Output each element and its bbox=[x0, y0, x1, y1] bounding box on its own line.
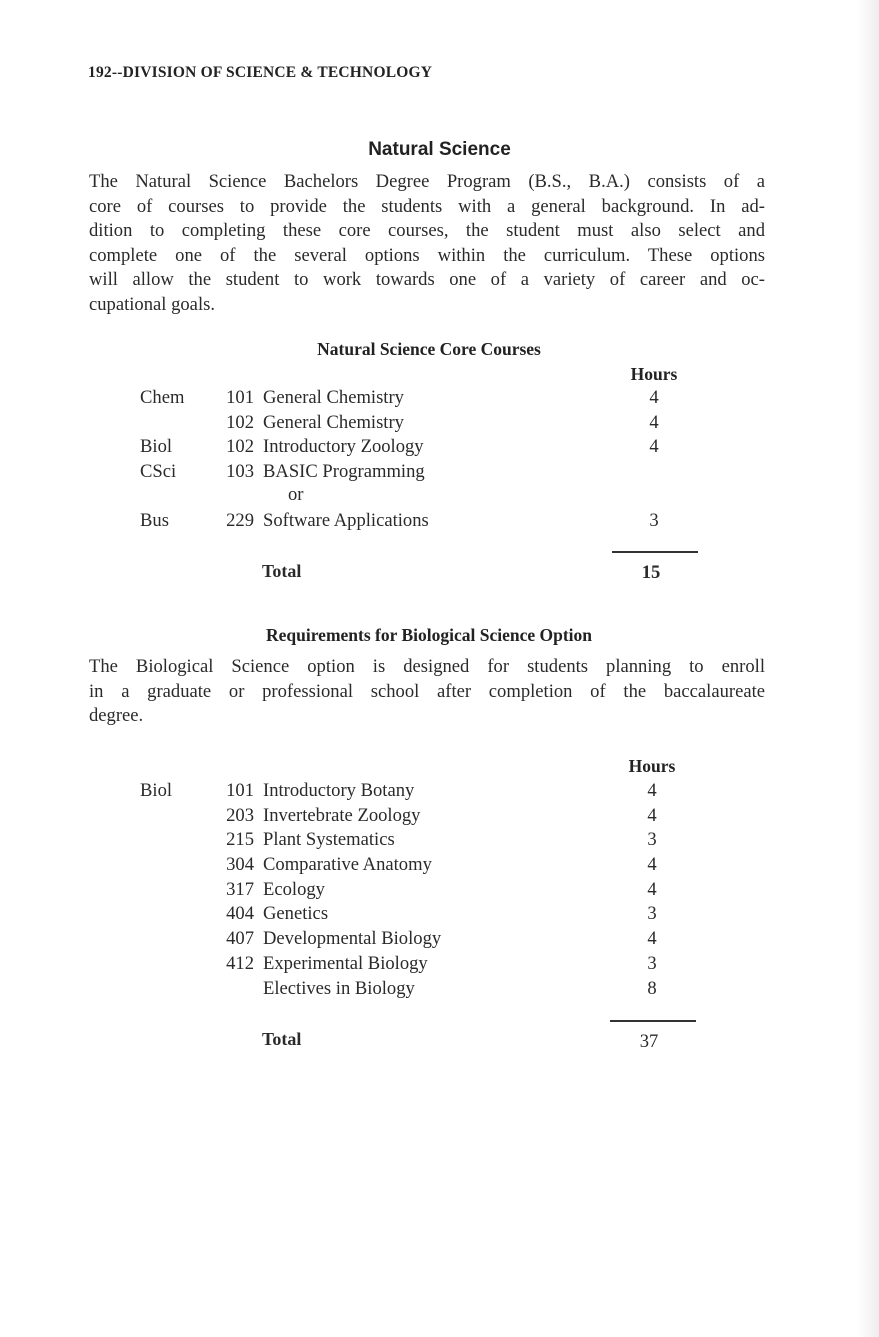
course-hours: 4 bbox=[649, 412, 659, 433]
table-row bbox=[0, 780, 879, 805]
page-edge-shadow bbox=[857, 0, 879, 1337]
paragraph-line: core of courses to provide the students with a general background. In ad- bbox=[89, 195, 765, 217]
course-title: General Chemistry bbox=[263, 412, 404, 433]
paragraph-line: dition to completing these core courses, the student must also select and bbox=[89, 220, 765, 242]
table-row bbox=[0, 484, 879, 509]
course-number: 215 bbox=[226, 829, 254, 850]
table-row bbox=[0, 903, 879, 928]
course-number: 412 bbox=[226, 953, 254, 974]
course-title: Introductory Botany bbox=[263, 780, 415, 801]
paragraph-line: degree. bbox=[89, 705, 144, 727]
course-title: Electives in Biology bbox=[263, 978, 415, 999]
paragraph-line: The Biological Science option is designed for students planning to enroll bbox=[89, 656, 765, 677]
course-number: 102 bbox=[226, 412, 254, 433]
course-dept: Biol bbox=[140, 436, 173, 457]
table-row bbox=[0, 412, 879, 437]
course-number: 304 bbox=[226, 854, 254, 875]
section-title: Natural Science bbox=[368, 139, 511, 160]
course-hours: 4 bbox=[649, 387, 659, 408]
paragraph-line: cupational goals. bbox=[89, 293, 215, 315]
course-hours: 3 bbox=[647, 829, 657, 850]
course-hours: 3 bbox=[647, 953, 657, 974]
core-hours-header: Hours bbox=[630, 364, 678, 384]
course-hours: 4 bbox=[647, 805, 657, 826]
course-number: 229 bbox=[226, 510, 254, 531]
course-number: 101 bbox=[226, 780, 254, 801]
course-hours: 3 bbox=[649, 510, 659, 531]
core-total-value: 15 bbox=[641, 562, 661, 583]
core-table-title: Natural Science Core Courses bbox=[317, 339, 541, 359]
course-number: 317 bbox=[226, 879, 254, 900]
paragraph-line: in a graduate or professional school after completion of the baccalaureate bbox=[89, 680, 765, 702]
course-dept: CSci bbox=[140, 461, 177, 482]
course-number: 407 bbox=[226, 928, 254, 949]
table-row bbox=[0, 387, 879, 412]
table-row bbox=[0, 829, 879, 854]
table-row bbox=[0, 805, 879, 830]
course-hours: 4 bbox=[647, 780, 657, 801]
paragraph-line: complete one of the several options within the curriculum. These options bbox=[89, 244, 765, 266]
bio-total-label: Total bbox=[262, 1029, 302, 1049]
course-title: Plant Systematics bbox=[263, 829, 395, 850]
core-total-label: Total bbox=[262, 561, 302, 581]
course-title: Developmental Biology bbox=[263, 928, 442, 949]
paragraph-line: will allow the student to work towards one of a variety of career and oc- bbox=[89, 269, 765, 291]
course-number: 102 bbox=[226, 436, 254, 457]
table-row bbox=[0, 928, 879, 953]
course-dept: Bus bbox=[140, 510, 169, 531]
course-hours: 3 bbox=[647, 903, 657, 924]
bio-section-title: Requirements for Biological Science Option bbox=[266, 625, 592, 645]
bio-total-value: 37 bbox=[639, 1031, 659, 1052]
table-row bbox=[0, 978, 879, 1003]
course-title: Comparative Anatomy bbox=[263, 854, 432, 875]
course-number: 101 bbox=[226, 387, 254, 408]
course-hours: 4 bbox=[647, 879, 657, 900]
course-title: Introductory Zoology bbox=[263, 436, 424, 457]
total-rule bbox=[612, 551, 698, 553]
course-number: 404 bbox=[226, 903, 254, 924]
intro-paragraph bbox=[89, 170, 765, 318]
table-row bbox=[0, 510, 879, 535]
course-title: Genetics bbox=[263, 903, 329, 924]
course-or-connector: or bbox=[288, 484, 304, 505]
running-head: 192--DIVISION OF SCIENCE & TECHNOLOGY bbox=[88, 64, 433, 81]
total-rule bbox=[610, 1020, 696, 1022]
course-title: Invertebrate Zoology bbox=[263, 805, 421, 826]
course-dept: Chem bbox=[140, 387, 185, 408]
course-dept: Biol bbox=[140, 780, 173, 801]
course-number: 103 bbox=[226, 461, 254, 482]
course-title: BASIC Programming bbox=[263, 461, 425, 482]
table-row bbox=[0, 879, 879, 904]
course-title: General Chemistry bbox=[263, 387, 404, 408]
paragraph-line: The Natural Science Bachelors Degree Program (B.S., B.A.) consists of a bbox=[89, 171, 765, 192]
table-row bbox=[0, 953, 879, 978]
course-title: Ecology bbox=[263, 879, 325, 900]
course-hours: 4 bbox=[649, 436, 659, 457]
table-row bbox=[0, 436, 879, 461]
bio-hours-header: Hours bbox=[628, 756, 676, 776]
table-row bbox=[0, 854, 879, 879]
bio-paragraph bbox=[89, 655, 765, 729]
course-title: Experimental Biology bbox=[263, 953, 428, 974]
course-hours: 4 bbox=[647, 928, 657, 949]
course-hours: 8 bbox=[647, 978, 657, 999]
course-hours: 4 bbox=[647, 854, 657, 875]
course-number: 203 bbox=[226, 805, 254, 826]
course-title: Software Applications bbox=[263, 510, 429, 531]
table-row bbox=[0, 461, 879, 486]
